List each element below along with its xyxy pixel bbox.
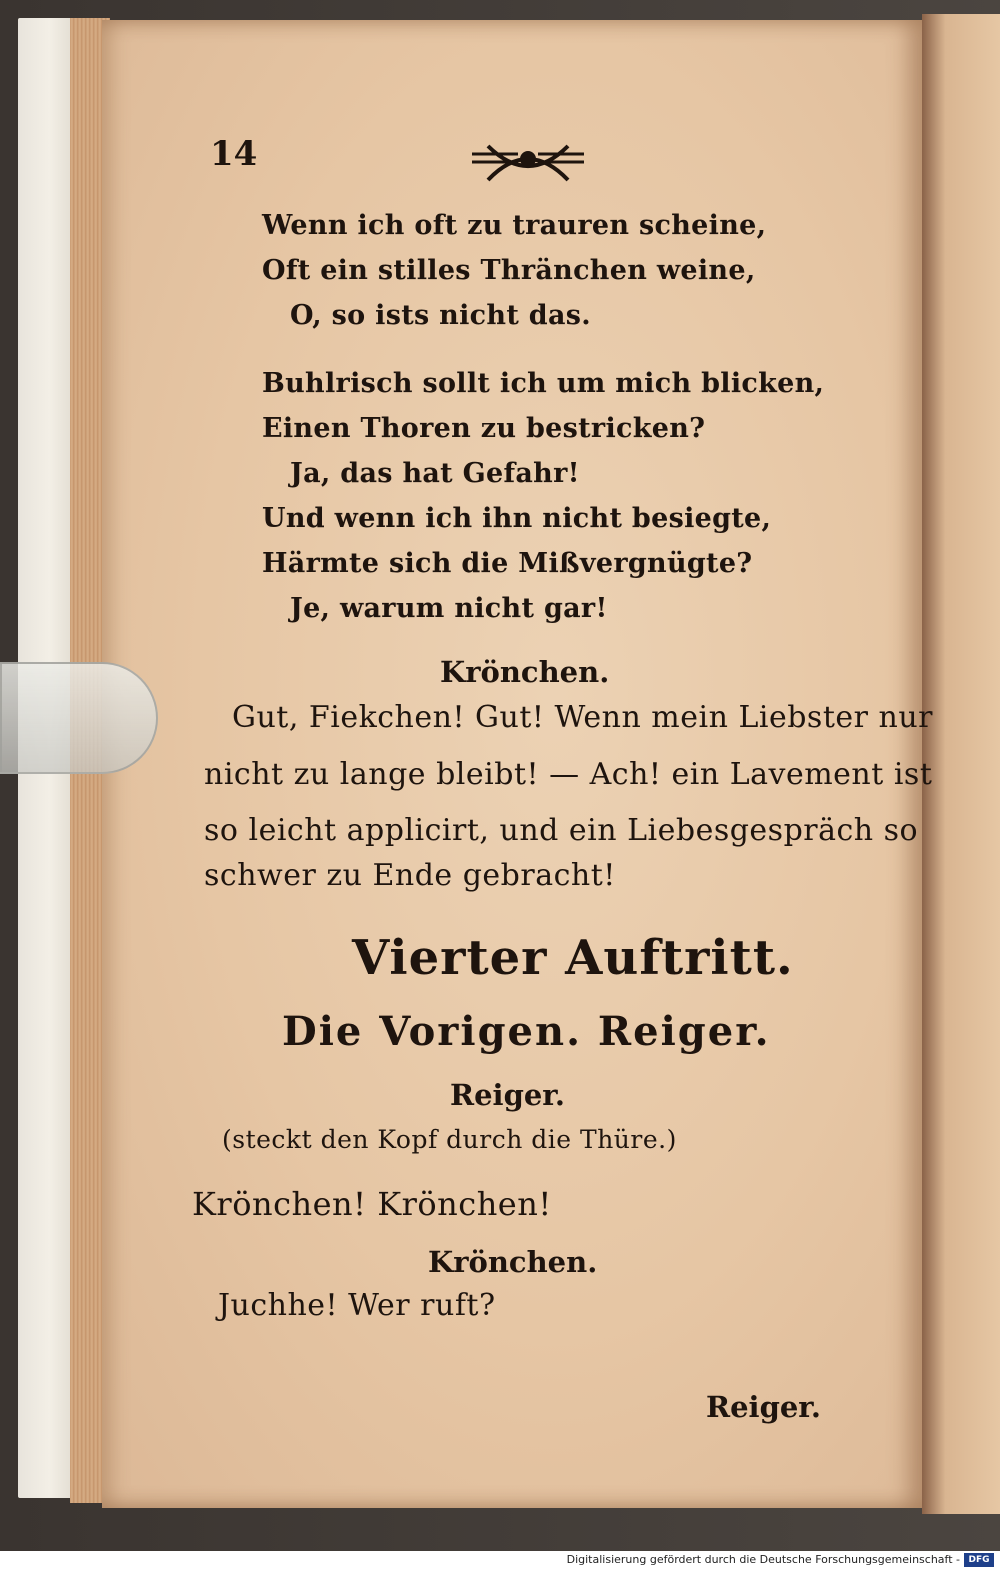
dialogue-line: Krönchen! Krönchen! bbox=[192, 1185, 552, 1223]
dfg-logo: DFG bbox=[964, 1553, 994, 1567]
prose-line-2: nicht zu lange bleibt! — Ach! ein Lavement ist bbox=[204, 757, 933, 792]
poem-line-5: Einen Thoren zu bestricken? bbox=[262, 413, 706, 444]
poem-line-3: O, so ists nicht das. bbox=[290, 300, 591, 331]
prose-line-4: schwer zu Ende gebracht! bbox=[204, 858, 616, 893]
facing-page-edge bbox=[922, 14, 1000, 1514]
poem-line-7: Und wenn ich ihn nicht besiegte, bbox=[262, 503, 772, 534]
page-clip bbox=[0, 662, 158, 774]
poem-line-6: Ja, das hat Gefahr! bbox=[290, 458, 580, 489]
poem-line-8: Härmte sich die Mißvergnügte? bbox=[262, 548, 753, 579]
scene-persons: Die Vorigen. Reiger. bbox=[282, 1008, 771, 1055]
ornament-icon bbox=[468, 140, 588, 188]
dialogue-line: Juchhe! Wer ruft? bbox=[218, 1288, 496, 1323]
stage-direction: (steckt den Kopf durch die Thüre.) bbox=[222, 1125, 677, 1154]
catchword: Reiger. bbox=[706, 1390, 822, 1424]
poem-line-1: Wenn ich oft zu trauren scheine, bbox=[262, 210, 767, 241]
scene-title: Vierter Auftritt. bbox=[352, 930, 794, 986]
page-number: 14 bbox=[210, 134, 258, 174]
footer-credit: Digitalisierung gefördert durch die Deutsche Forschungsgemeinschaft - bbox=[566, 1553, 960, 1566]
speaker-name: Krönchen. bbox=[440, 655, 610, 689]
speaker-name: Krönchen. bbox=[428, 1245, 598, 1279]
poem-line-4: Buhlrisch sollt ich um mich blicken, bbox=[262, 368, 825, 399]
speaker-name: Reiger. bbox=[450, 1078, 566, 1112]
poem-line-2: Oft ein stilles Thränchen weine, bbox=[262, 255, 756, 286]
poem-line-9: Je, warum nicht gar! bbox=[290, 593, 608, 624]
prose-line-1: Gut, Fiekchen! Gut! Wenn mein Liebster nur bbox=[232, 700, 933, 735]
prose-line-3: so leicht applicirt, und ein Liebesgespräch so bbox=[204, 813, 919, 848]
